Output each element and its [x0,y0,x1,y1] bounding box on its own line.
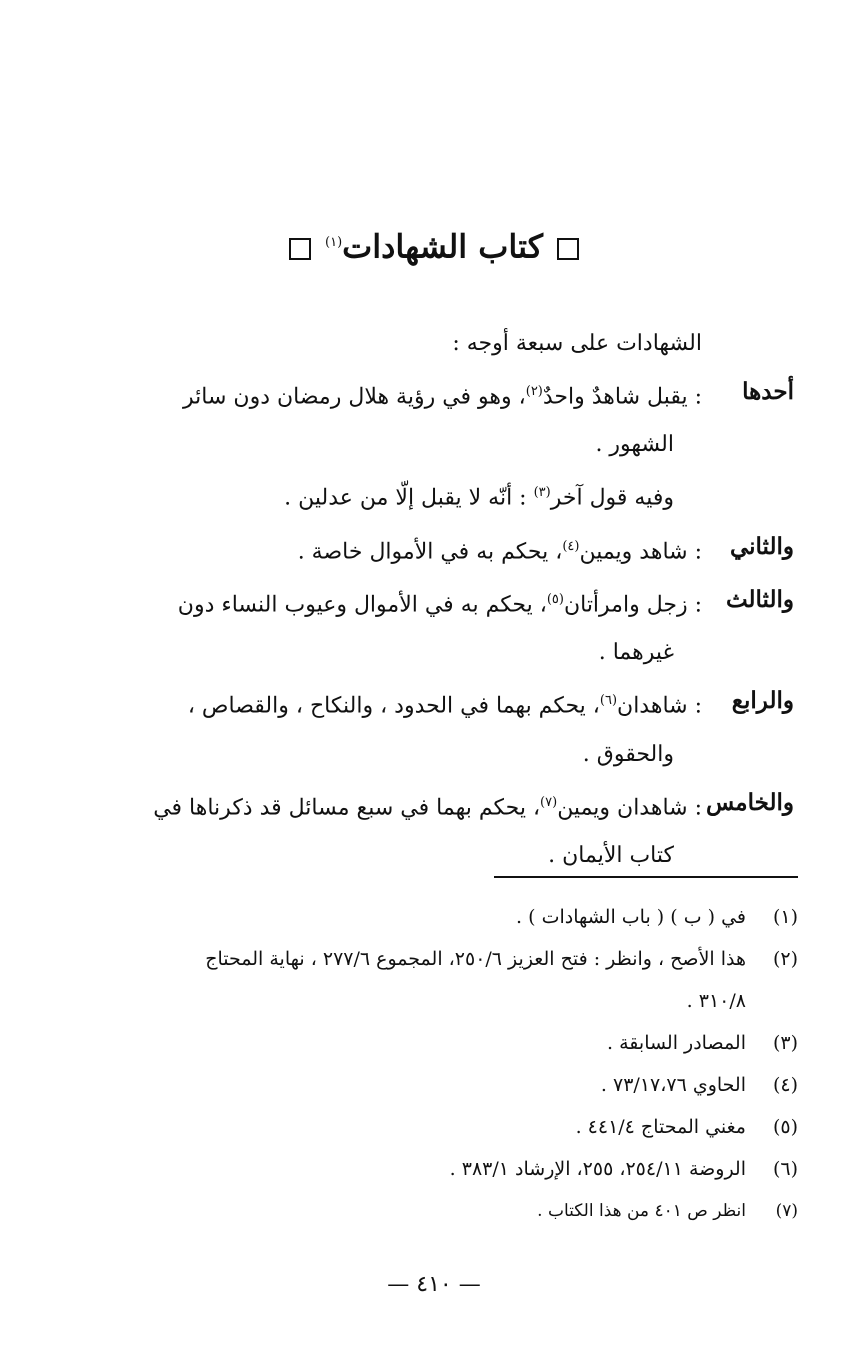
entry-term: أحدها [742,378,794,405]
footnote-ref: (٥) [546,591,564,607]
footnote-number: (٢) [772,948,798,970]
footnote-number: (٥) [772,1116,798,1138]
footnote-text-continued: ٣١٠/٨ . [686,990,746,1012]
entry-text: زجل وامرأتان [563,592,688,618]
footnote [78,1148,798,1190]
entry-term: والخامس [705,788,794,816]
footnote-number: (٦) [772,1158,798,1180]
footnote-divider [494,876,798,878]
footnotes [78,896,798,1232]
footnote-number: (٣) [772,1032,798,1054]
entry-continuation: غيرهما . [598,640,674,666]
footnote-text: هذا الأصح ، وانظر : فتح العزيز ٢٥٠/٦، المجموع ٢٧٧/٦ ، نهاية المحتاج [205,948,746,970]
footnote-ref: (٦) [599,693,618,709]
footnote [78,1064,798,1106]
intro-line: الشهادات على سبعة أوجه : [452,331,702,356]
entry-text: ، يحكم به في الأموال وعيوب النساء دون [177,592,547,618]
main-text [78,320,794,880]
square-ornament-icon [289,238,311,260]
footnote-number: (١) [772,906,798,928]
footnote [78,1190,798,1232]
footnote-text: المصادر السابقة . [607,1032,746,1054]
entry-fourth: والرابع : شاهدان$^{(٦)}$، يحكم بهما في الحدود ، والنكاح ، والقصاص ، [78,677,794,730]
entry-term: والثالث [725,585,794,613]
entry-text: يقبل شاهدٌ واحدٌ [542,384,688,410]
entry-text: ، يحكم به في الأموال خاصة . [297,538,563,564]
footnote-number: (٤) [772,1074,798,1096]
entry-continuation: الشهور . [595,432,674,458]
footnote [78,896,798,938]
footnote-number: (٧) [775,1201,798,1221]
entry-first: أحدها : يقبل شاهدٌ واحدٌ$^{(٢)}$، وهو في رؤية هلال رمضان دون سائر [78,368,794,421]
entry-text: ، يحكم بهما في الحدود ، والنكاح ، والقصاص ، [187,693,600,719]
chapter-title [0,218,868,272]
footnote-ref: (٤) [562,538,580,554]
entry-text: شاهدان ويمين [557,794,688,820]
entry-text: ، وهو في رؤية هلال رمضان دون سائر [183,384,526,410]
footnote-text: الحاوي ٧٣/١٧،٧٦ . [600,1074,746,1096]
footnote-ref: (٧) [540,794,558,810]
footnote [78,1022,798,1064]
entry-third: والثالث : زجل وامرأتان$^{(٥)}$، يحكم به في الأموال وعيوب النساء دون [78,576,794,629]
entry-text: ، يحكم بهما في سبع مسائل قد ذكرناها في [153,794,541,820]
footnote-ref: (٢) [525,384,543,399]
footnote-text: في ( ب ) ( باب الشهادات ) . [516,906,746,928]
footnote [78,1106,798,1148]
entry-text: شاهد ويمين [579,538,688,564]
chapter-title-text: كتاب الشهادات [342,227,543,266]
entry-extra: وفيه قول آخر$^{(٣)}$ : أنّه لا يقبل إلّا من عدلين . [284,485,674,511]
entry-continuation: كتاب الأيمان . [548,842,674,868]
entry-fifth: والخامس : شاهدان ويمين$^{(٧)}$، يحكم بهما في سبع مسائل قد ذكرناها في [78,779,794,832]
footnote-text: انظر ص ٤٠١ من هذا الكتاب . [537,1201,746,1221]
footnote [78,938,798,1022]
entry-second: والثاني : شاهد ويمين$^{(٤)}$، يحكم به في الأموال خاصة . [78,523,794,576]
footnote-ref: (١) [325,235,343,250]
square-ornament-icon [557,238,579,260]
entry-term: والثاني [729,532,794,560]
footnote-text: مغني المحتاج ٤٤١/٤ . [575,1116,746,1138]
entry-continuation: والحقوق . [582,741,674,767]
page-number: — ٤١٠ — [387,1272,481,1297]
footnote-ref: (٣) [533,485,551,501]
entry-term: والرابع [731,687,794,715]
entry-text: شاهدان [617,693,688,719]
footnote-text: الروضة ٢٥٤/١١، ٢٥٥، الإرشاد ٣٨٣/١ . [449,1158,746,1180]
